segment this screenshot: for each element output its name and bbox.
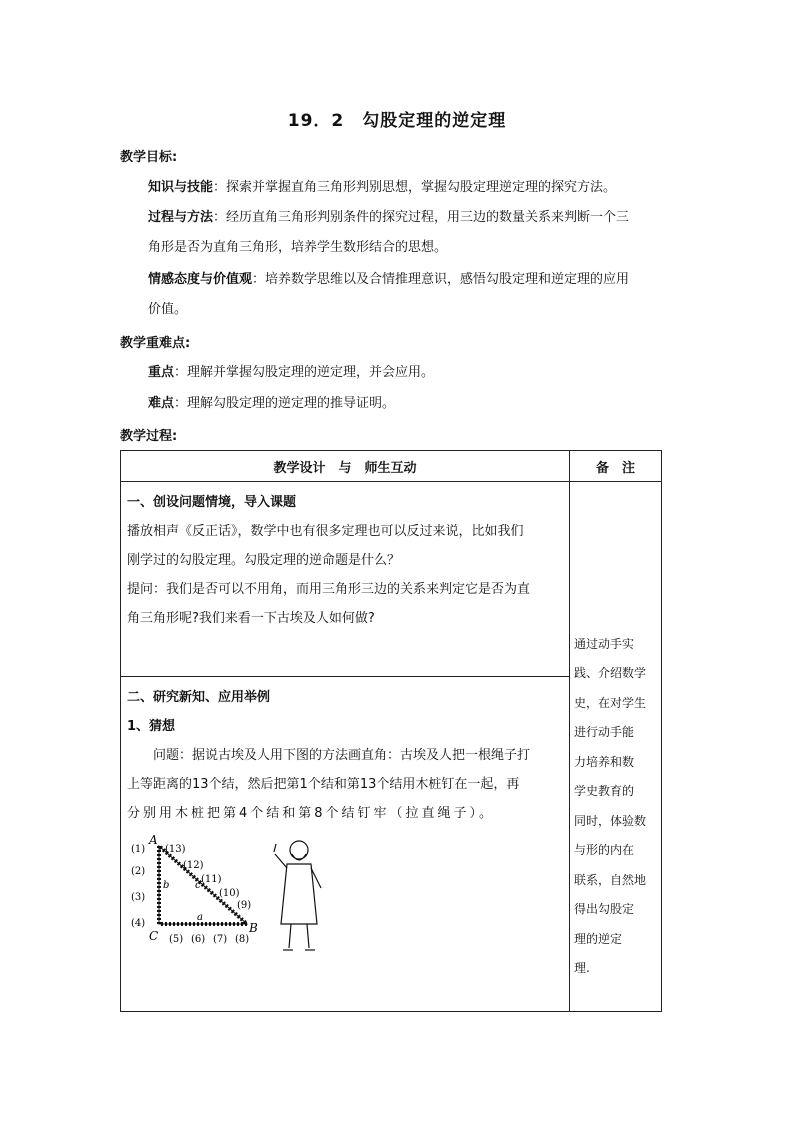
section1-line: 刚学过的勾股定理。勾股定理的逆命题是什么？ (127, 553, 401, 568)
vertex-label-a: A (149, 833, 158, 847)
egyptian-figure-icon (274, 841, 321, 950)
knot-label-10: (10) (219, 888, 240, 899)
note-line: 理的逆定 (574, 931, 623, 946)
note-line: 理. (574, 961, 590, 975)
section1-line: 播放相声《反正话》，数学中也有很多定理也可以反过来说，比如我们 (127, 524, 524, 539)
note-line: 进行动手能 (574, 725, 635, 739)
rope-triangle (159, 846, 247, 924)
header-main-cell (121, 451, 570, 482)
note-line: 联系，自然地 (574, 872, 647, 887)
section2-line: 问题：据说古埃及人用下图的方法画直角：古埃及人把一根绳子打 (153, 748, 531, 763)
note-line: 史，在对学生 (574, 695, 647, 710)
section2-title: 二、研究新知、应用举例 (127, 690, 271, 705)
note-line: 通过动手实 (574, 636, 635, 651)
section1-line: 提问：我们是否可以不用角，而用三角形三边的关系来判定它是否为直 (127, 582, 531, 597)
note-line: 学史教育的 (574, 784, 635, 798)
objective-knowledge (148, 173, 678, 203)
objective-attitude-cont: 价值。 (148, 302, 188, 317)
section1-line: 角三角形呢?我们来看一下古埃及人如何做? (127, 611, 375, 626)
note-line: 得出勾股定 (574, 902, 635, 916)
knot-label-6: (6) (191, 934, 206, 945)
rope-triangle-figure (127, 832, 567, 962)
knot-label-7: (7) (213, 934, 228, 945)
objective-text: ：培养数学思维以及合情推理意识，感悟勾股定理和逆定理的应用 (252, 272, 630, 287)
keypoint-focus (148, 358, 678, 388)
section1-cell (121, 482, 570, 677)
table-row (121, 482, 662, 677)
note-line: 同时，体验数 (574, 813, 647, 828)
document-title: 19．2 勾股定理的逆定理 (287, 111, 507, 131)
note-line: 与形的内在 (574, 843, 635, 857)
objective-label: 知识与技能 (148, 180, 214, 195)
knot-label-11: (11) (201, 874, 222, 885)
side-label-b: b (163, 880, 170, 891)
vertex-label-c: C (149, 929, 159, 943)
lesson-table (120, 450, 662, 1012)
note-line: 力培养和数 (574, 754, 635, 769)
knot-label-5: (5) (169, 934, 184, 945)
knot-label-8: (8) (235, 934, 250, 945)
note-line: 践、介绍数学 (574, 666, 647, 680)
figure-svg (127, 832, 567, 962)
knot-label-2: (2) (131, 866, 146, 877)
section1-title: 一、创设问题情境，导入课题 (127, 495, 297, 510)
knot-label-12: (12) (183, 860, 204, 871)
objective-process (148, 203, 678, 233)
objective-label: 过程与方法 (148, 210, 214, 225)
note-text (574, 510, 657, 984)
table-header-row (121, 451, 662, 482)
objective-attitude (148, 265, 678, 295)
keypoint-text: ：理解勾股定理的逆定理的推导证明。 (174, 396, 396, 411)
objective-process-cont: 角形是否为直角三角形，培养学生数形结合的思想。 (148, 240, 448, 255)
knot-label-4: (4) (131, 918, 146, 929)
keypoint-label: 难点 (148, 396, 175, 411)
keypoints-heading: 教学重难点: (120, 336, 191, 351)
header-note: 备 注 (595, 460, 635, 476)
keypoint-label: 重点 (148, 365, 175, 380)
keypoint-text: ：理解并掌握勾股定理的逆定理，并会应用。 (174, 365, 435, 380)
section2-cell (121, 677, 570, 1012)
knot-label-3: (3) (131, 892, 146, 903)
header-main: 教学设计 与 师生互动 (273, 460, 417, 476)
objective-text: ：经历直角三角形判别条件的探究过程，用三边的数量关系来判断一个三 (213, 210, 630, 225)
knot-label-13: (13) (165, 844, 186, 855)
section2-sub: 1、猜想 (127, 719, 176, 734)
knot-label-9: (9) (237, 900, 252, 911)
section2-line: 上等距离的13个结，然后把第1个结和第13个结用木桩钉在一起，再 (127, 777, 520, 792)
keypoint-difficulty (148, 389, 678, 419)
objectives-heading: 教学目标: (120, 150, 178, 165)
knot-label-1: (1) (131, 844, 146, 855)
vertex-label-b: B (249, 921, 258, 935)
note-cell (570, 482, 662, 1012)
side-label-c: c (195, 880, 201, 891)
process-heading: 教学过程: (120, 429, 178, 444)
side-label-a: a (197, 912, 203, 923)
section2-line: 分别用木桩把第4个结和第8个结钉牢（拉直绳子）。 (127, 806, 496, 821)
objective-label: 情感态度与价值观 (148, 272, 253, 287)
header-note-cell (570, 451, 662, 482)
objective-text: ：探索并掌握直角三角形判别思想，掌握勾股定理逆定理的探究方法。 (213, 180, 617, 195)
